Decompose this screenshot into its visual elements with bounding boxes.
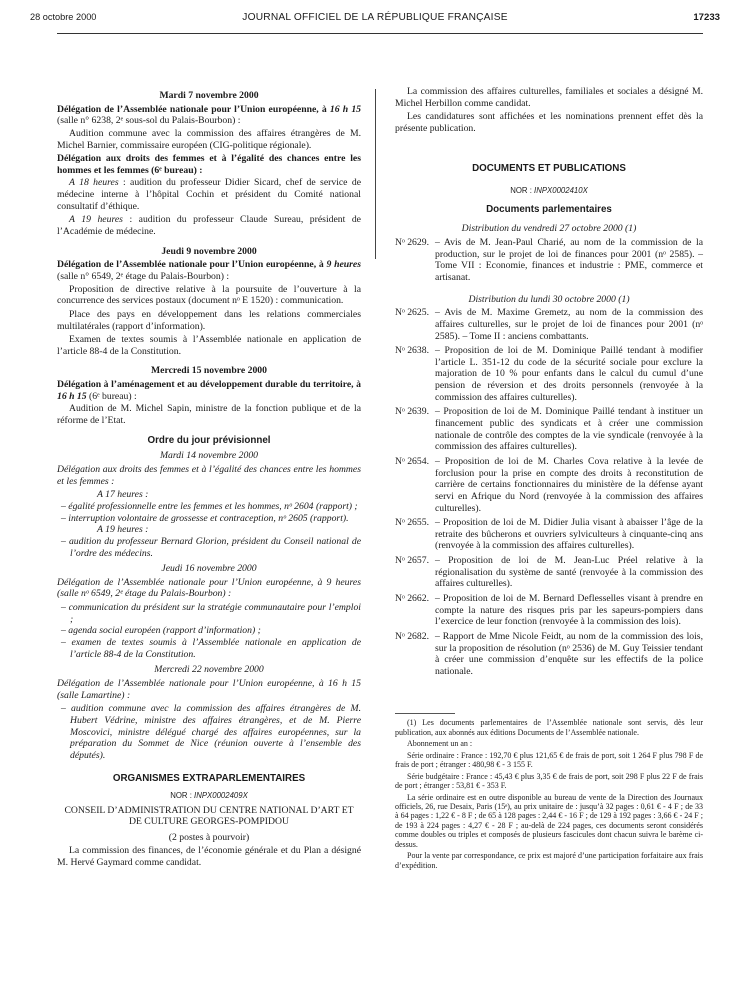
document-number: Nᵒ 2638. <box>395 345 430 357</box>
agenda-intro: Délégation de l’Assemblée nationale pour l’Union européenne, à 16 h 15 (salle Lamartine) : <box>57 677 361 701</box>
document-number: Nᵒ 2662. <box>395 592 430 604</box>
paragraph: Place des pays en développement dans les relations commerciales multilatérales (rapport d’information). <box>57 308 361 332</box>
footnote-text: Série budgétaire : France : 45,43 € plus 3,35 € de frais de port, soit 298 F plus 22 F de frais de port ; étranger : 53,81 € - 353 F. <box>395 771 703 791</box>
paragraph: La commission des affaires culturelles, familiales et sociales a désigné M. Michel Herbillon comme candidat. <box>395 86 703 109</box>
agenda-item: – communication du président sur la stratégie communautaire pour l’emploi ; <box>61 602 362 625</box>
document-description: – Rapport de Mme Nicole Feidt, au nom de la commission des lois, sur la proposition de résolution (nᵒ 2536) de M. Guy Teissier tendant à créer une commission d’enquête sur les effectifs de la police nationale. <box>435 630 703 677</box>
left-column <box>57 86 361 871</box>
date-heading: Mardi 14 novembre 2000 <box>159 450 259 462</box>
footnote-text: (1) Les documents parlementaires de l’Assemblée nationale sont servis, dès leur publication, aux abonnés aux éditions Documents de l’Assemblée nationale. <box>395 718 703 737</box>
agenda-intro: Délégation de l’Assemblée nationale pour l’Union européenne, à 9 heures (salle nᵒ 6549, 2ᵉ étage du Palais-Bourbon) : <box>57 576 361 600</box>
document-number: Nᵒ 2655. <box>395 517 430 529</box>
subsection-title: Documents parlementaires <box>486 203 612 215</box>
document-number: Nᵒ 2639. <box>395 406 430 418</box>
paragraph: Audition de M. Michel Sapin, ministre de la fonction publique et de la réforme de l’Etat. <box>57 403 361 427</box>
document-description: – Proposition de loi de M. Bernard Deflesselles visant à prendre en compte la nature des risques pris par les sapeurs-pompiers dans l’exercice de leur fonction (renvoyée à la commission des lois). <box>435 592 703 628</box>
document-entry <box>395 406 703 453</box>
document-number: Nᵒ 2682. <box>395 630 430 642</box>
document-entry <box>395 555 703 590</box>
document-description: – Proposition de loi de M. Dominique Paillé tendant à instituer un financement public des syndicats et à créer une commission nationale de contrôle des comptes de la vie syndicale (renvoyée à la commission des affaires culturelles). <box>435 406 703 453</box>
document-entry <box>395 307 703 342</box>
document-description: – Proposition de loi de M. Jean-Luc Préel relative à la régionalisation du système de santé (renvoyée à la commission des affaires culturelles). <box>435 555 703 590</box>
nor-reference: NOR : INPX0002409X <box>170 791 248 801</box>
paragraph: La commission des finances, de l’économie générale et du Plan a désigné M. Hervé Gaymard comme candidat. <box>57 845 361 869</box>
document-number: Nᵒ 2629. <box>395 237 430 249</box>
document-entry <box>395 456 703 514</box>
date-heading: Mercredi 22 novembre 2000 <box>154 664 264 676</box>
agenda-item: – audition du professeur Bernard Glorion, président du Conseil national de l’ordre des médecins. <box>61 535 362 559</box>
document-description: – Avis de M. Jean-Paul Charié, au nom de la commission de la production, sur le projet de loi de finances pour 2001 (nᵒ 2585). – Tome VII : Economie, finances et industrie : PME, commerce et artisanat. <box>435 237 703 283</box>
paragraph: Audition commune avec la commission des affaires étrangères de M. Michel Barnier, commissaire européen (CIG-politique régionale). <box>57 127 361 151</box>
agenda-item: – audition commune avec la commission des affaires étrangères de M. Hubert Védrine, ministre des affaires étrangères, et de M. Pierre Moscovici, ministre délégué chargé des affaires européennes, sur la préparation du Sommet de Nice (réunion ouverte à l’ensemble des députés). <box>61 703 361 761</box>
session-heading: Délégation aux droits des femmes et à l’égalité des chances entre les hommes et les femmes (6ᵉ bureau) : <box>57 153 361 176</box>
document-entry <box>395 517 703 552</box>
date-heading: Jeudi 9 novembre 2000 <box>161 245 257 257</box>
document-entry <box>395 237 703 284</box>
distribution-heading: Distribution du lundi 30 octobre 2000 (1) <box>468 293 630 305</box>
distribution-heading: Distribution du vendredi 27 octobre 2000 (1) <box>461 223 637 235</box>
document-number: Nᵒ 2657. <box>395 555 430 567</box>
header-date: 28 octobre 2000 <box>30 12 97 22</box>
column-divider <box>375 89 376 259</box>
agenda-item: – examen de textes soumis à l’Assemblée nationale en application de l’article 88-4 de la Constitution. <box>61 637 361 660</box>
document-description: – Proposition de loi de M. Didier Julia visant à abaisser l’âge de la retraite des bûcherons et ouvriers sylviculteurs à cinquante-cinq ans (renvoyée à la commission des affaires culturelles). <box>435 517 703 552</box>
footnote <box>395 718 703 870</box>
paragraph: A 19 heures : audition du professeur Claude Sureau, président de l’Académie de médecine. <box>57 214 361 238</box>
paragraph: Les candidatures sont affichées et les nominations prennent effet dès la présente publication. <box>395 111 703 134</box>
document-number: Nᵒ 2654. <box>395 455 430 467</box>
document-number: Nᵒ 2625. <box>395 307 430 319</box>
agenda-time: A 19 heures : <box>97 524 149 536</box>
agenda-intro: Délégation aux droits des femmes et à l’égalité des chances entre les hommes et les femmes : <box>57 464 361 487</box>
document-list <box>395 237 703 284</box>
date-heading: Mardi 7 novembre 2000 <box>159 90 259 101</box>
footnote-rule <box>395 713 455 714</box>
agenda-item: – interruption volontaire de grossesse et contraception, nᵒ 2605 (rapport). <box>61 512 349 524</box>
footnote-text: Abonnement un an : <box>407 739 473 749</box>
paragraph: Proposition de directive relative à la poursuite de l’ouverture à la concurrence des services postaux (document nᵒ E 1520) : communication. <box>57 283 361 307</box>
agenda-item: – égalité professionnelle entre les femmes et les hommes, nᵒ 2604 (rapport) ; <box>61 500 358 512</box>
page-header <box>30 12 720 26</box>
paragraph: A 18 heures : audition du professeur Didier Sicard, chef de service de médecine interne à l’hôpital Cochin et président du Comité national consultatif d’éthique. <box>57 177 361 212</box>
section-title: DOCUMENTS ET PUBLICATIONS <box>472 162 626 174</box>
right-column <box>395 86 703 872</box>
footnote-text: La série ordinaire est en outre disponible au bureau de vente de la Direction des Journaux officiels, 26, rue Desaix, Paris (15ᵉ), au prix unitaire de : jusqu’à 32 pages : 0,61 € - 4 F ; de 33 à 64 pages : 1,22 € - 8 F ; de 65 à 128 pages : 2,44 € - 16 F ; de 129 à 192 pages : 3,66 € - 24 F ; de 193 à 224 pages : 4,27 € - 28 F ; au-delà de 224 pages, ces documents seront considérés comme doubles ou triples et composés de plusieurs fascicules dont chacun suivra le barème ci-dessus. <box>395 792 703 849</box>
session-heading: Délégation de l’Assemblée nationale pour l’Union européenne, à 16 h 15 (salle n° 6238, 2ᵉ sous-sol du Palais-Bourbon) : <box>57 103 362 127</box>
document-description: – Avis de M. Maxime Gremetz, au nom de la commission des affaires culturelles, sur le projet de loi de finances pour 2001 (nᵒ 2585). – Tome II : anciens combattants. <box>435 307 703 342</box>
document-list <box>395 307 703 677</box>
document-description: – Proposition de loi de M. Charles Cova relative à la levée de forclusion pour la prise en compte des droits à reconstitution de carrière de certains fonctionnaires du ministère de la défense ayant servi en Afrique du Nord (renvoyée à la commission des affaires culturelles). <box>435 455 703 514</box>
footnote-text: Pour la vente par correspondance, ce prix est majoré d’une participation forfaitaire aux frais d’expédition. <box>395 851 703 870</box>
document-entry <box>395 345 703 403</box>
agenda-item: – agenda social européen (rapport d’information) ; <box>61 625 261 637</box>
nor-reference: NOR : INPX0002410X <box>510 186 588 196</box>
section-title: Ordre du jour prévisionnel <box>147 434 271 446</box>
page-number: 17233 <box>693 12 720 23</box>
date-heading: Jeudi 16 novembre 2000 <box>161 563 257 575</box>
session-heading: Délégation de l’Assemblée nationale pour l’Union européenne, à 9 heures (salle n° 6549, 2ᵉ étage du Palais-Bourbon) : <box>57 259 361 282</box>
footnote-text: Série ordinaire : France : 192,70 € plus 121,65 € de frais de port, soit 1 264 F plus 798 F de frais de port ; étranger : 480,98 € - 3 155 F. <box>395 750 703 770</box>
agenda-time: A 17 heures : <box>97 489 149 501</box>
document-description: – Proposition de loi de M. Dominique Paillé tendant à modifier l’article L. 351-12 du code de la sécurité sociale pour exclure la majoration de 10 % pour enfants dans le calcul du cumul d’une pension de réversion et des droits personnels (renvoyée à la commission des affaires culturelles). <box>435 345 703 403</box>
date-heading: Mercredi 15 novembre 2000 <box>151 365 267 377</box>
document-entry <box>395 631 703 678</box>
paragraph: Examen de textes soumis à l’Assemblée nationale en application de l’article 88-4 de la Constitution. <box>57 334 361 357</box>
section-title: ORGANISMES EXTRAPARLEMENTAIRES <box>112 773 306 785</box>
journal-title: JOURNAL OFFICIEL DE LA RÉPUBLIQUE FRANÇAISE <box>242 12 508 23</box>
posts-count: (2 postes à pourvoir) <box>168 831 250 843</box>
session-heading: Délégation à l’aménagement et au développement durable du territoire, à 16 h 15 (6ᵉ bureau) : <box>57 379 361 402</box>
header-rule <box>57 33 703 34</box>
organism-name: CONSEIL D’ADMINISTRATION DU CENTRE NATIONAL D’ART ET DE CULTURE GEORGES-POMPIDOU <box>64 804 354 828</box>
document-entry <box>395 593 703 628</box>
